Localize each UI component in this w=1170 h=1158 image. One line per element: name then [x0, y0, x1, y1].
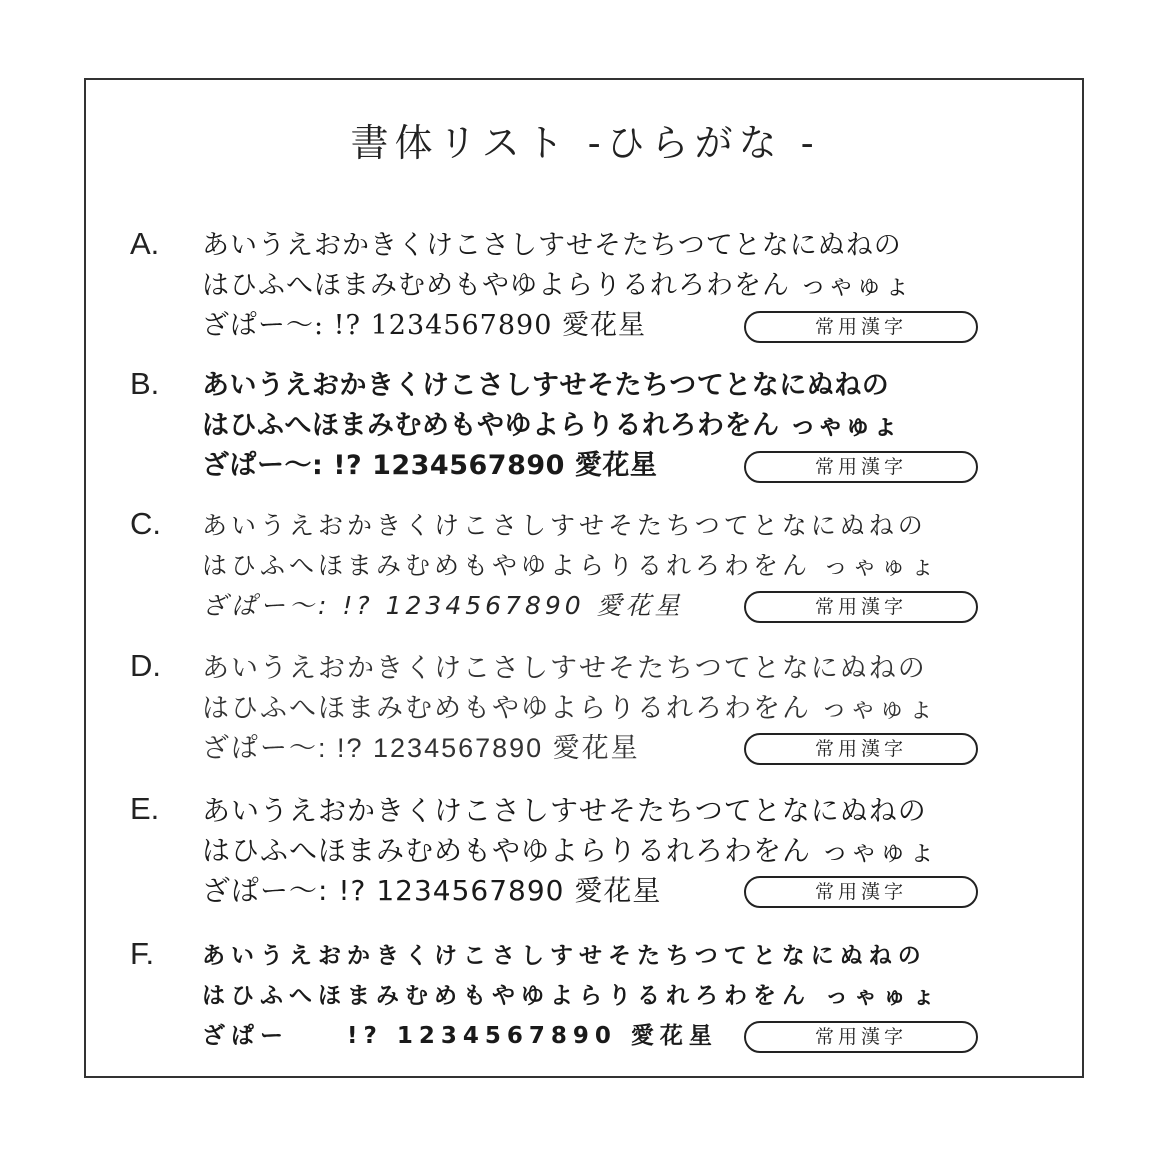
font-entry-e — [0, 791, 1170, 921]
sample-line-2: はひふへほまみむめもやゆよらりるれろわをん っゃゅょ — [202, 834, 937, 867]
joyo-kanji-badge: 常用漢字 — [744, 451, 978, 483]
joyo-kanji-badge: 常用漢字 — [744, 311, 978, 343]
font-entry-f — [0, 936, 1170, 1066]
sample-line-1: あいうえおかきくけこさしすせそたちつてとなにぬねの — [202, 370, 890, 401]
sample-line-2: はひふへほまみむめもやゆよらりるれろわをん っゃゅょ — [202, 983, 942, 1009]
sample-line-2: はひふへほまみむめもやゆよらりるれろわをん っゃゅょ — [202, 693, 937, 723]
joyo-kanji-badge: 常用漢字 — [744, 876, 978, 908]
font-entry-b — [0, 366, 1170, 496]
sample-line-1: あいうえおかきくけこさしすせそたちつてとなにぬねの — [202, 653, 927, 683]
font-entry-d — [0, 648, 1170, 778]
sample-line-3: ざぱー〜: !? 1234567890 愛花星 — [202, 310, 646, 341]
font-entry-a — [0, 226, 1170, 356]
sample-line-3: ざぱー〜: !? 1234567890 愛花星 — [202, 591, 684, 620]
page-title: 書体リスト -ひらがな - — [350, 121, 820, 165]
sample-line-2: はひふへほまみむめもやゆよらりるれろわをん っゃゅょ — [202, 410, 900, 441]
entry-letter: D. — [130, 648, 161, 683]
font-entry-c — [0, 506, 1170, 636]
sample-line-2: はひふへほまみむめもやゆよらりるれろわをん っゃゅょ — [202, 270, 912, 301]
sample-line-1: あいうえおかきくけこさしすせそたちつてとなにぬねの — [202, 794, 927, 827]
sample-line-1: あいうえおかきくけこさしすせそたちつてとなにぬねの — [202, 230, 902, 261]
entry-letter: F. — [130, 936, 155, 971]
sample-line-3: ざぱー〜: !? 1234567890 愛花星 — [202, 874, 662, 907]
sample-line-3: ざぱー〜: !? 1234567890 愛花星 — [202, 450, 658, 481]
joyo-kanji-badge: 常用漢字 — [744, 591, 978, 623]
entry-letter: A. — [130, 226, 160, 261]
joyo-kanji-badge: 常用漢字 — [744, 733, 978, 765]
sample-line-1: あいうえおかきくけこさしすせそたちつてとなにぬねの — [202, 511, 927, 540]
sample-line-3: ざぱー〜: !? 1234567890 愛花星 — [202, 733, 640, 763]
entry-letter: B. — [130, 366, 160, 401]
sample-line-1: あいうえおかきくけこさしすせそたちつてとなにぬねの — [202, 943, 927, 969]
joyo-kanji-badge: 常用漢字 — [744, 1021, 978, 1053]
sample-line-2: はひふへほまみむめもやゆよらりるれろわをん っゃゅょ — [202, 551, 939, 580]
entry-letter: E. — [130, 791, 160, 826]
sample-line-3: ざぱー !? 1234567890 愛花星 — [202, 1023, 718, 1049]
entry-letter: C. — [130, 506, 161, 541]
